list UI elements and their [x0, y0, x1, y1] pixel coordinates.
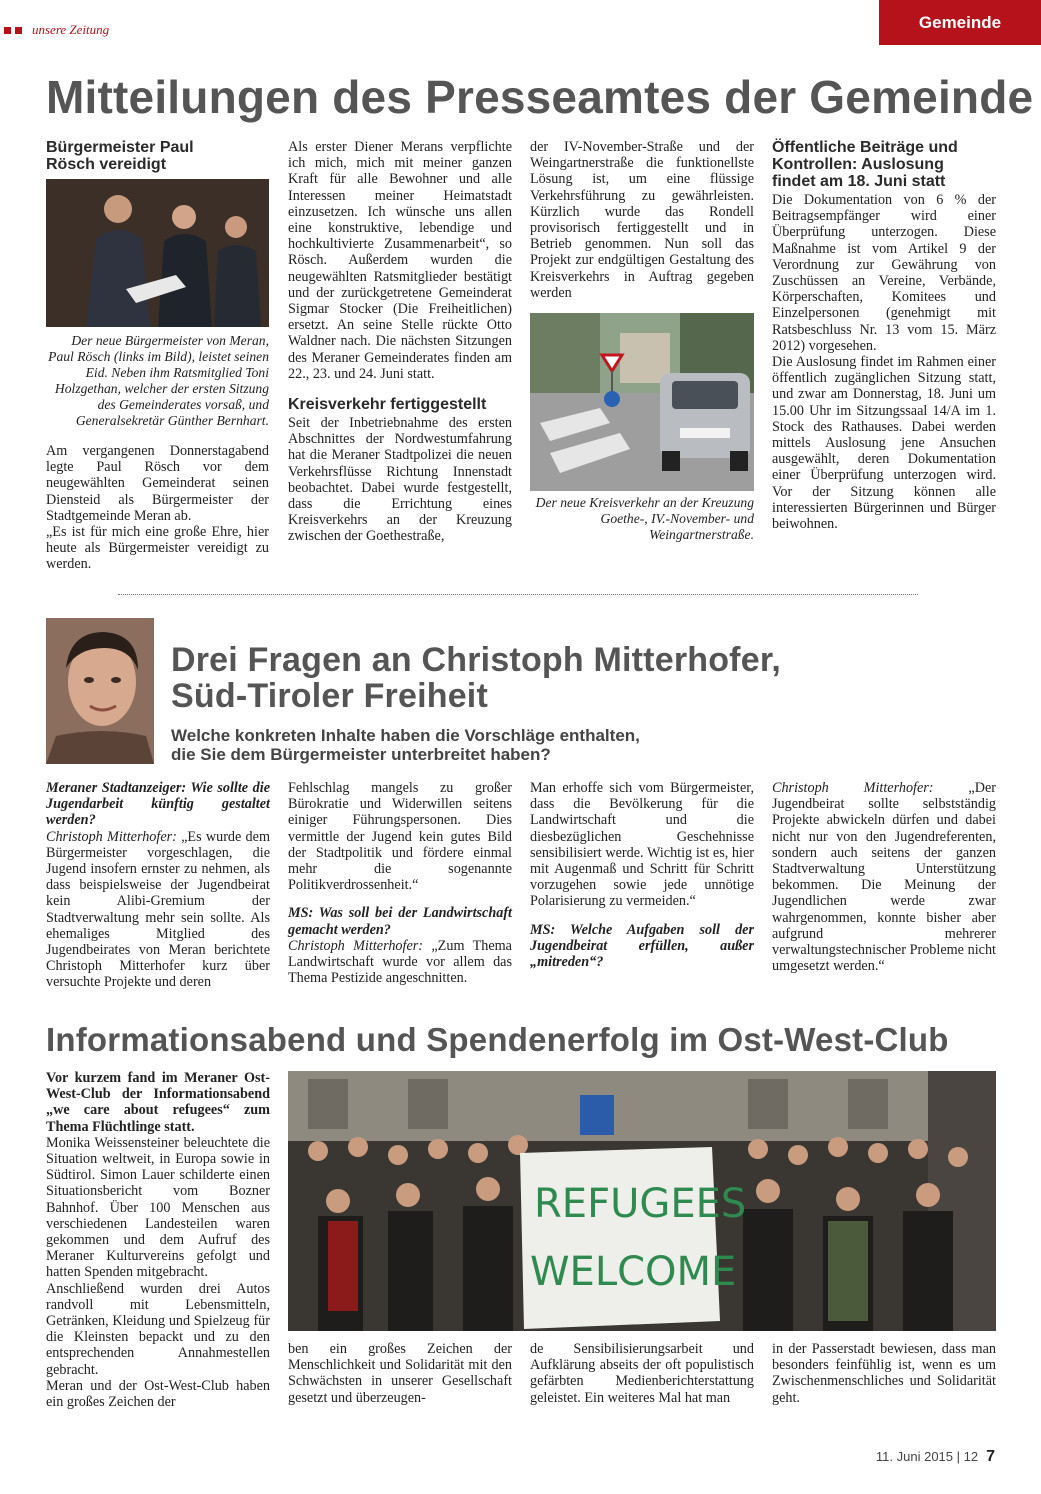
section-divider: [118, 594, 918, 595]
interview-col2: [288, 780, 512, 986]
logo-square-icon: [4, 27, 11, 34]
refugees-photo-illustration: [288, 1071, 996, 1331]
refugees-photo: [288, 1071, 996, 1331]
article1-subheading: Öffentliche Beiträge und Kontrollen: Auslosung findet am 18. Juni statt: [772, 139, 958, 190]
interview-answer: Man erhoffe sich vom Bürgermeister, dass die Bevölkerung für die Landwirtschaft und die diesbezüglichen Geschehnisse sensibilisiert werde. Wichtig ist es, hier mit Augenmaß und Schritt für Schritt vorzugehen sowie jede unnötige Polarisierung zu vermeiden.“: [530, 780, 754, 910]
article3-body: in der Passerstadt bewiesen, dass man besonders feinfühlig ist, wenn es um Zwischenmenschliches und Solidarität geht.: [772, 1341, 996, 1406]
article1-title: Mitteilungen des Presseamtes der Gemeinde: [46, 71, 1034, 123]
mayor-photo-illustration: [46, 179, 269, 327]
interview-col4: [772, 780, 996, 974]
article1-col1: [46, 139, 269, 573]
article3-title: Informationsabend und Spendenerfolg im Ost-West-Club: [46, 1021, 949, 1058]
footer-date-issue: 11. Juni 2015 | 12: [875, 1449, 979, 1464]
article1-col2: [288, 139, 512, 545]
article1-col4: [772, 139, 996, 532]
logo-text: unsere Zeitung: [32, 22, 110, 37]
article2-title-line: Drei Fragen an Christoph Mitterhofer,: [171, 641, 782, 679]
article1-body: Die Dokumentation von 6 % der Beitragsempfänger wird einer Überprüfung unterzogen. Diese Maßnahme ist vom Artikel 9 der Verordnung zur Gewährung von Zuschüssen an Vereine, Verbände, Körperschaften, Komitees und Einzelpersonen (genehmigt mit Ratsbeschluss Nr. 13 vom 15. März 2012) vorgesehen. Die Auslosung findet im Rahmen einer öffentlich zugänglichen Sitzung statt, und zwar am Donnerstag, 18. Juni um 15.00 Uhr im Sitzungssaal 14/A im 1. Stock des Rathauses. Dabei werden mittels Auslosung jene Ansuchen ausgewählt, deren Dokumentation einer Überprüfung unterzogen wird. Vor der Sitzung können alle interessierten Bürgerinnen und Bürger beiwohnen.: [772, 192, 996, 533]
article1-photo-caption: Der neue Kreisverkehr an der Kreuzung Goethe-, IV.-November- und Weingartnerstraße.: [535, 495, 754, 543]
banner-text: WELCOME: [530, 1249, 737, 1295]
article1-body: Seit der Inbetriebnahme des ersten Abschnittes der Nordwestumfahrung hat die Meraner Stadtpolizei die neuen Verkehrsflüsse Richtung Innenstadt beobachtet. Dabei wurde festgestellt, dass die Errichtung eines Kreisverkehrs an der Kreuzung zwischen der Goethestraße,: [288, 415, 512, 545]
article1-subheading: Kreisverkehr fertiggestellt: [288, 396, 487, 414]
article2-lead-line: die Sie dem Bürgermeister unterbreitet haben?: [171, 745, 551, 764]
section-tab: [879, 0, 1041, 45]
article3-body: de Sensibilisierungsarbeit und Aufklärung abseits der oft populistisch gefärbten Medienberichterstattung geleistet. Ein weiteres Mal hat man: [530, 1341, 754, 1406]
article3-body: Monika Weissensteiner beleuchtete die Situation weltweit, in Europa sowie in Südtirol. Simon Lauer schilderte einen Situationsbericht vom Bozner Bahnhof. Über 100 Menschen aus verschiedenen Landesteilen waren gekommen und dem Aufruf des Meraner Kulturvereins gefolgt und hatten Spenden mitgebracht. Anschließend wurden drei Autos randvoll mit Lebensmitteln, Getränken, Kleidung und Spielzeug für die Kleinsten bepackt und zu den entsprechenden Annahmestellen gebracht. Meran und der Ost-West-Club haben ein großes Zeichen der: [46, 1134, 270, 1411]
portrait-illustration: [46, 618, 154, 764]
logo: [4, 22, 109, 38]
interview-answer: Fehlschlag mangels zu großer Bürokratie und Widerwillen seitens einiger Führungspersonen. Dies vermittle der Jugend kein gutes Bild der Stadtpolitik und fördere einmal mehr die sogenannte Politikverdrossenheit.“: [288, 780, 512, 894]
roundabout-photo: [530, 313, 754, 491]
mayor-photo: [46, 179, 269, 327]
interview-answer: „Der Jugendbeirat sollte selbstständig Projekte abwickeln dürfen und dabei nicht nur von den Jugendreferenten, sondern auch seitens der ganzen Stadtverwaltung Unterstützung bekommen. Die Meinung der Jugendlichen werde zwar wahrgenommen, konnte bisher aber aufgrund mehrerer verwaltungstechnischer Probleme nicht umgesetzt werden.“: [772, 780, 996, 975]
article2-title-line: Süd-Tiroler Freiheit: [171, 677, 488, 715]
article3-body: ben ein großes Zeichen der Menschlichkeit und Solidarität mit den Schwächsten in unserer Gesellschaft gesetzt und überzeugen-: [288, 1341, 512, 1406]
article2-lead-line: Welche konkreten Inhalte haben die Vorschläge enthalten,: [171, 726, 640, 745]
article1-photo-caption: Der neue Bürgermeister von Meran, Paul Rösch (links im Bild), leistet seinen Eid. Neben ihm Ratsmitglied Toni Holzgethan, welcher der ersten Sitzung des Gemeinderates vorsaß, und Generalsekretär Günther Bernhart.: [48, 333, 269, 428]
article1-body: Als erster Diener Merans verpflichte ich mich, mich mit meiner ganzen Kraft für alle Bewohner und alle Interessen meiner Heimatstadt einzusetzen. Ich wünsche uns allen eine konstruktive, lebendige und hochkultivierte Zusammenarbeit“, so Rösch. Außerdem wurden die neugewählten Ratsmitglieder bestätigt und der zurückgetretene Gemeinderat Sigmar Stocker (Die Freiheitlichen) ersetzt. An seine Stelle rückte Otto Waldner nach. Die nächsten Sitzungen des Meraner Gemeinderates finden am 22., 23. und 24. Juni statt.: [288, 139, 512, 382]
article3-lead: Vor kurzem fand im Meraner Ost-West-Club der Informationsabend „we care about refugees“ zum Thema Flüchtlinge statt.: [46, 1070, 270, 1135]
banner-text: REFUGEES: [534, 1181, 747, 1227]
interview-answer: „Zum Thema Landwirtschaft wurde vor allem das Thema Pestizide angeschnitten.: [288, 937, 512, 987]
article2-title: [171, 642, 781, 714]
logo-square-icon: [15, 27, 22, 34]
article1-col3: [530, 139, 754, 543]
article1-subheading: Bürgermeister Paul Rösch vereidigt: [46, 139, 194, 173]
footer: [876, 1448, 995, 1466]
interview-question: MS: Welche Aufgaben soll der Jugendbeirat erfüllen, außer „mitreden“?: [530, 921, 754, 971]
roundabout-photo-illustration: [530, 313, 754, 491]
portrait-photo: [46, 618, 154, 764]
interview-question: Meraner Stadtanzeiger: Wie sollte die Jugendarbeit künftig gestaltet werden?: [46, 780, 270, 829]
interview-col1: [46, 780, 270, 991]
interview-speaker: Christoph Mitterhofer:: [772, 780, 934, 796]
article1-body: der IV-November-Straße und der Weingartnerstraße die funktionellste Lösung ist, um eine flüssige Verkehrsführung zu gewährleisten. Kürzlich wurde das Rondell provisorisch fertiggestellt und in Betrieb genommen. Nun soll das Projekt zur endgültigen Gestaltung des Kreisverkehrs in Auftrag gegeben werden: [530, 139, 754, 301]
article2-lead: [171, 726, 640, 764]
article3-col1: [46, 1070, 270, 1475]
article1-body: Am vergangenen Donnerstagabend legte Paul Rösch vor dem neugewählten Gemeinderat seinen Diensteid als Bürgermeister der Stadtgemeinde Meran ab. „Es ist für mich eine große Ehre, hier heute als Bürgermeister vereidigt zu werden.: [46, 443, 269, 573]
interview-speaker: Christoph Mitterhofer:: [288, 937, 424, 954]
page-number: 7: [986, 1448, 995, 1465]
interview-question: MS: Was soll bei der Landwirtschaft gemacht werden?: [288, 905, 512, 938]
section-tab-label: Gemeinde: [918, 13, 1002, 32]
interview-col3: [530, 780, 754, 970]
interview-answer: „Es wurde dem Bürgermeister vorgeschlagen, die Jugend insofern ernster zu nehmen, als dass beispielsweise der Jugendbeirat kein Alibi-Gremium der Stadtverwaltung mehr sein sollte. Als ehemaliges Mitglied des Jugendbeirates von Meran berichtete Christoph Mitterhofer kurz über versuchte Projekte und deren: [46, 828, 270, 991]
interview-speaker: Christoph Mitterhofer:: [46, 828, 177, 845]
